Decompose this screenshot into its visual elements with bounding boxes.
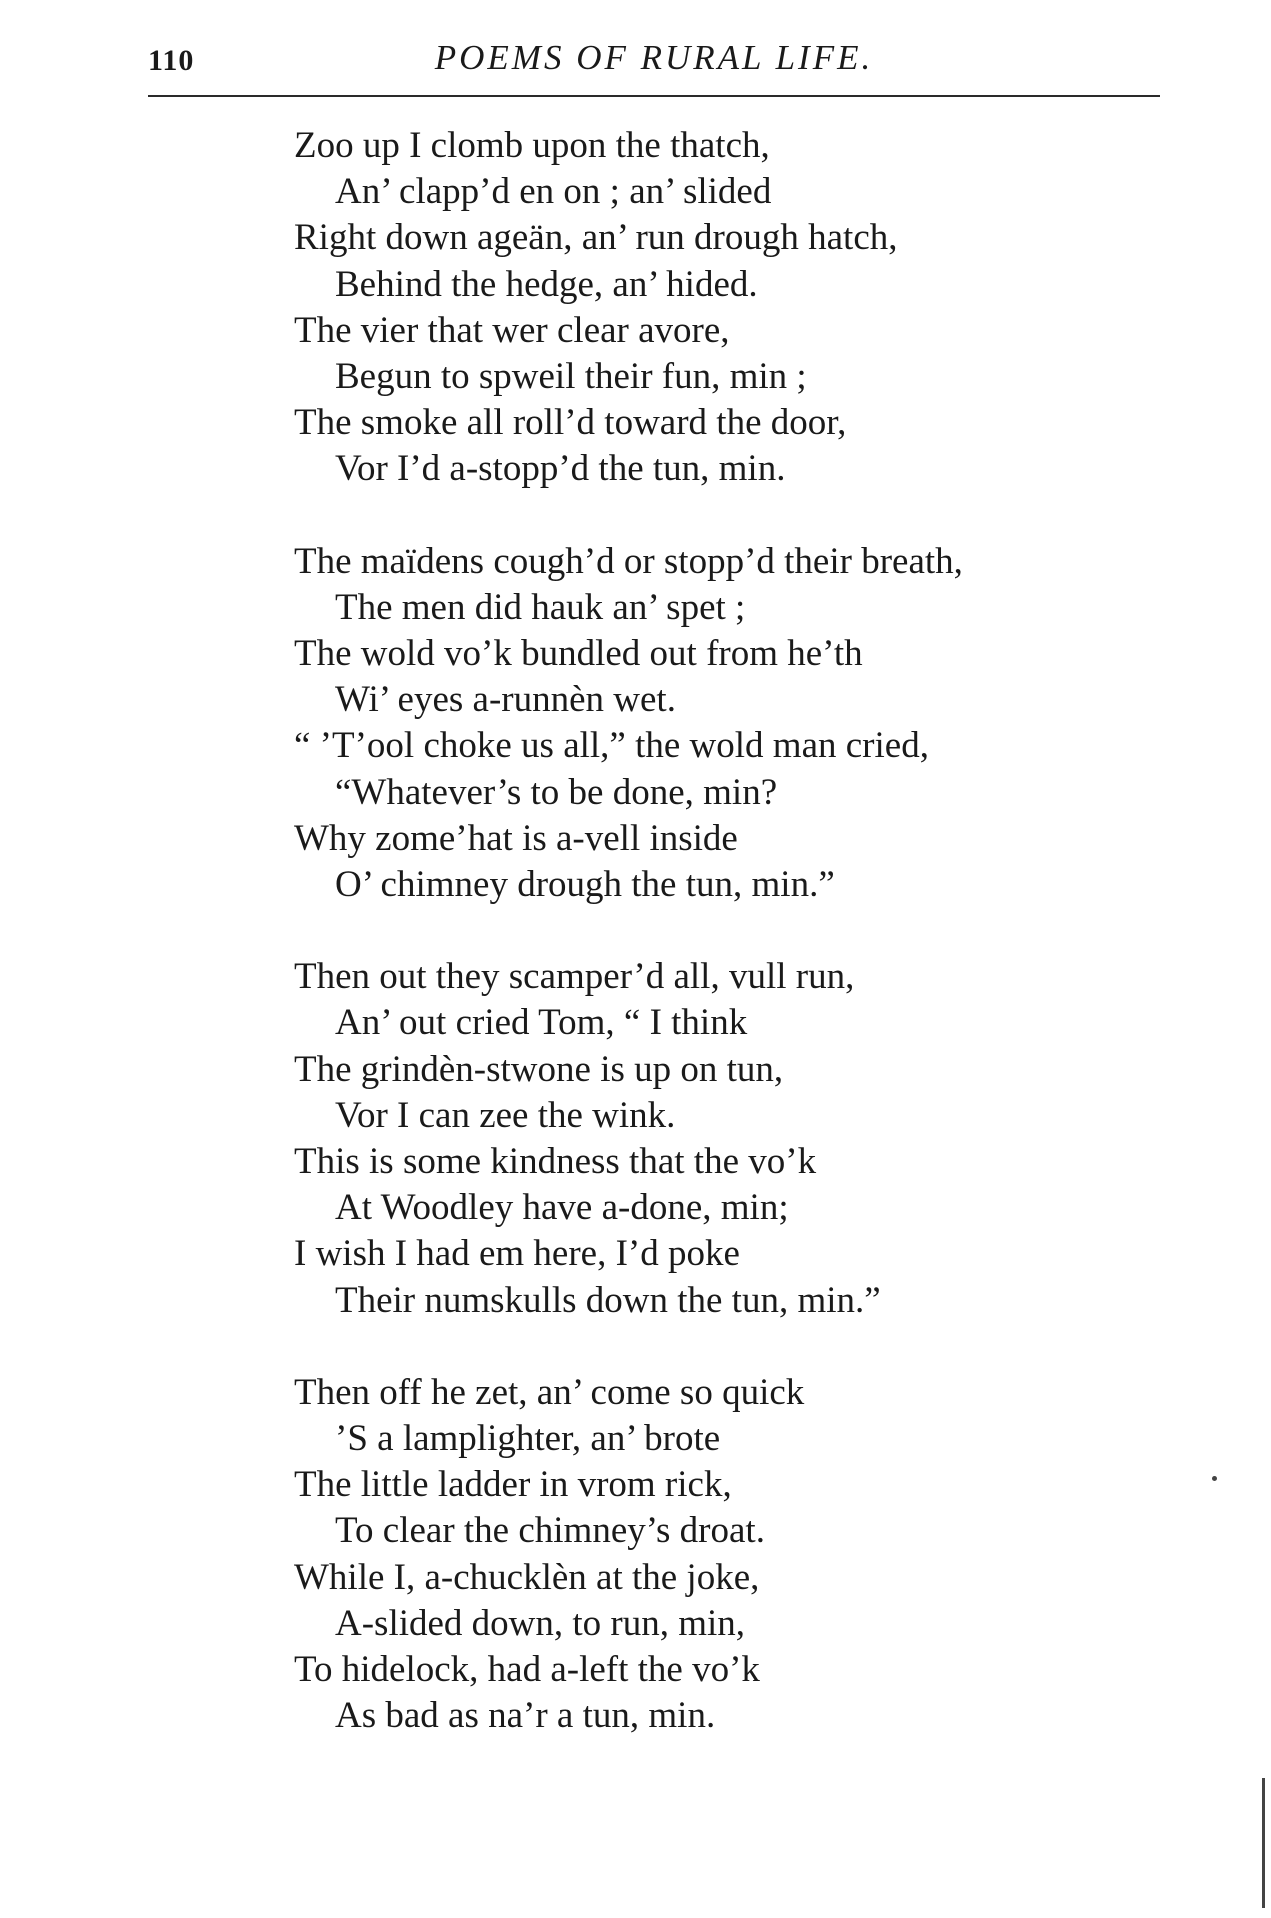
poem-line: I wish I had em here, I’d poke [294, 1233, 740, 1275]
stanza-3 [294, 954, 1154, 1324]
poem-line: ’S a lamplighter, an’ brote [335, 1418, 721, 1460]
poem-line: The men did hauk an’ spet ; [335, 586, 746, 628]
poem-line: Vor I’d a-stopp’d the tun, min. [335, 448, 786, 490]
poem-line: This is some kindness that the vo’k [294, 1141, 817, 1183]
poem-line: As bad as na’r a tun, min. [335, 1695, 716, 1737]
poem-line: Why zome’hat is a-vell inside [294, 817, 738, 859]
margin-edge-line [1262, 1778, 1265, 1908]
poem-line: At Woodley have a-done, min; [335, 1187, 789, 1229]
poem-line: Then out they scamper’d all, vull run, [294, 956, 855, 998]
page-header [0, 0, 1271, 110]
poem-line: Their numskulls down the tun, min.” [335, 1279, 881, 1321]
page-number: 110 [148, 44, 195, 77]
poem-line: The grindèn-stwone is up on tun, [294, 1048, 784, 1090]
poem-line: “ ’T’ool choke us all,” the wold man cried, [294, 725, 929, 767]
poem-line: The little ladder in vrom rick, [294, 1464, 732, 1506]
poem-line: To clear the chimney’s droat. [335, 1510, 765, 1552]
running-title: POEMS OF RURAL LIFE. [434, 38, 874, 77]
poem-line: O’ chimney drough the tun, min.” [335, 864, 835, 906]
stanza-1 [294, 123, 1154, 493]
poem-line: Then off he zet, an’ come so quick [294, 1371, 805, 1413]
poem-line: The vier that wer clear avore, [294, 309, 730, 351]
stanza-2 [294, 539, 1154, 909]
poem-line: An’ out cried Tom, “ I think [335, 1002, 748, 1044]
poem-line: Behind the hedge, an’ hided. [335, 263, 758, 305]
poem-line: Zoo up I clomb upon the thatch, [294, 125, 770, 166]
poem-line: Vor I can zee the wink. [335, 1094, 676, 1136]
header-rule [148, 95, 1160, 97]
poem-line: An’ clapp’d en on ; an’ slided [335, 171, 772, 213]
poem-line: A-slided down, to run, min, [335, 1602, 746, 1644]
poem-line: While I, a-chucklèn at the joke, [294, 1556, 760, 1598]
poem-line: To hidelock, had a-left the vo’k [294, 1649, 760, 1691]
poem-line: The wold vo’k bundled out from he’th [294, 633, 863, 675]
poem-line: Wi’ eyes a-runnèn wet. [335, 679, 676, 721]
poem-line: The smoke all roll’d toward the door, [294, 402, 847, 444]
poem-line: The maïdens cough’d or stopp’d their breath, [294, 540, 963, 582]
poem-line: Right down ageän, an’ run drough hatch, [294, 217, 898, 259]
poem [294, 123, 1154, 1786]
poem-line: Begun to spweil their fun, min ; [335, 356, 807, 398]
margin-speck [1212, 1476, 1217, 1481]
poem-line: “Whatever’s to be done, min? [335, 771, 778, 813]
stanza-4 [294, 1370, 1154, 1740]
